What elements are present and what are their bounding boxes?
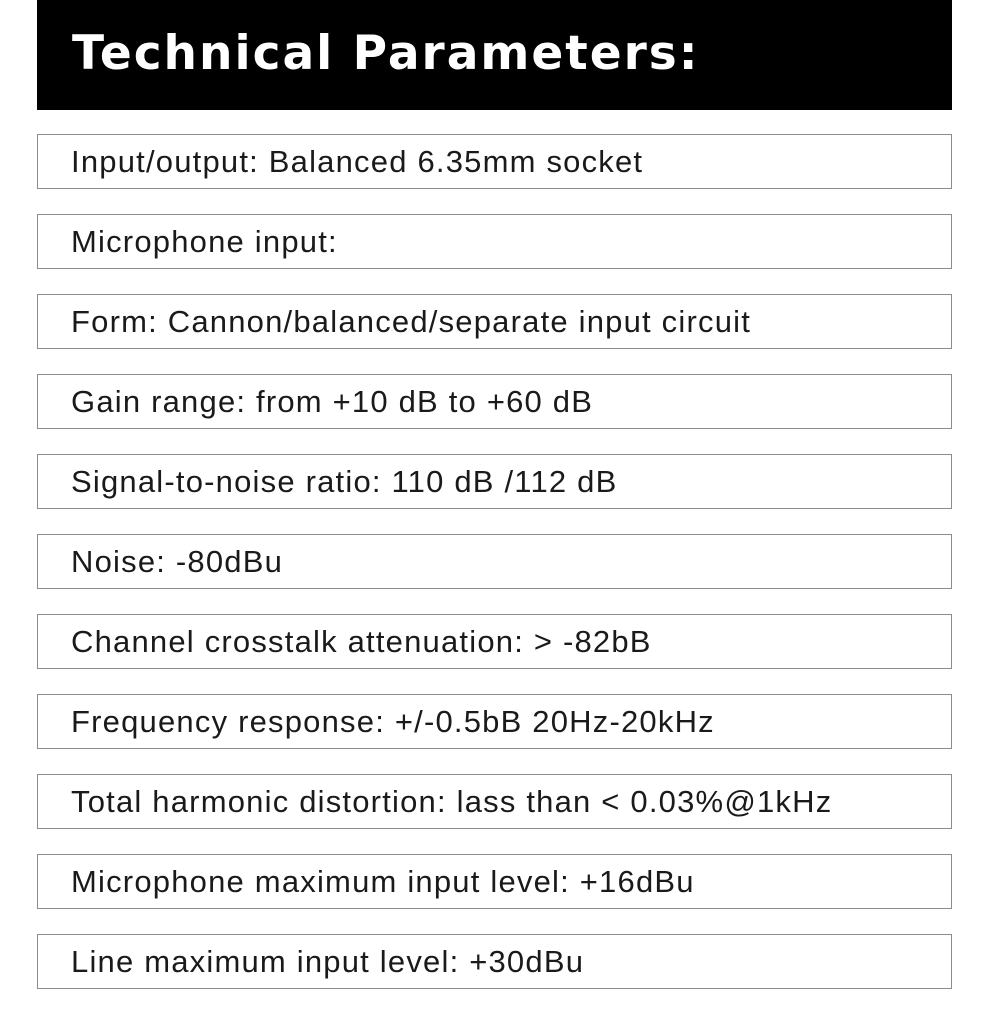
spec-row-noise (37, 534, 952, 589)
spec-row-form (37, 294, 952, 349)
spec-text: Gain range: from +10 dB to +60 dB (71, 384, 594, 419)
spec-row-mic-max-input (37, 854, 952, 909)
spec-text: Microphone maximum input level: +16dBu (71, 864, 695, 899)
spec-list (37, 134, 952, 1014)
page-title: Technical Parameters: (72, 26, 700, 81)
spec-row-line-max-input (37, 934, 952, 989)
spec-text: Line maximum input level: +30dBu (71, 944, 585, 979)
spec-text: Signal-to-noise ratio: 110 dB /112 dB (71, 464, 618, 499)
spec-row-frequency-response (37, 694, 952, 749)
header-banner (37, 0, 952, 110)
spec-row-microphone-input (37, 214, 952, 269)
spec-row-gain-range (37, 374, 952, 429)
spec-row-crosstalk (37, 614, 952, 669)
spec-text: Microphone input: (71, 224, 338, 259)
spec-text: Input/output: Balanced 6.35mm socket (71, 144, 644, 179)
spec-row-signal-to-noise (37, 454, 952, 509)
spec-row-input-output (37, 134, 952, 189)
spec-row-harmonic-distortion (37, 774, 952, 829)
spec-text: Total harmonic distortion: lass than < 0.03%@1kHz (71, 784, 833, 819)
spec-text: Form: Cannon/balanced/separate input circuit (71, 304, 752, 339)
spec-text: Frequency response: +/-0.5bB 20Hz-20kHz (71, 704, 715, 739)
spec-text: Channel crosstalk attenuation: > -82bB (71, 624, 652, 659)
spec-text: Noise: -80dBu (71, 544, 284, 579)
